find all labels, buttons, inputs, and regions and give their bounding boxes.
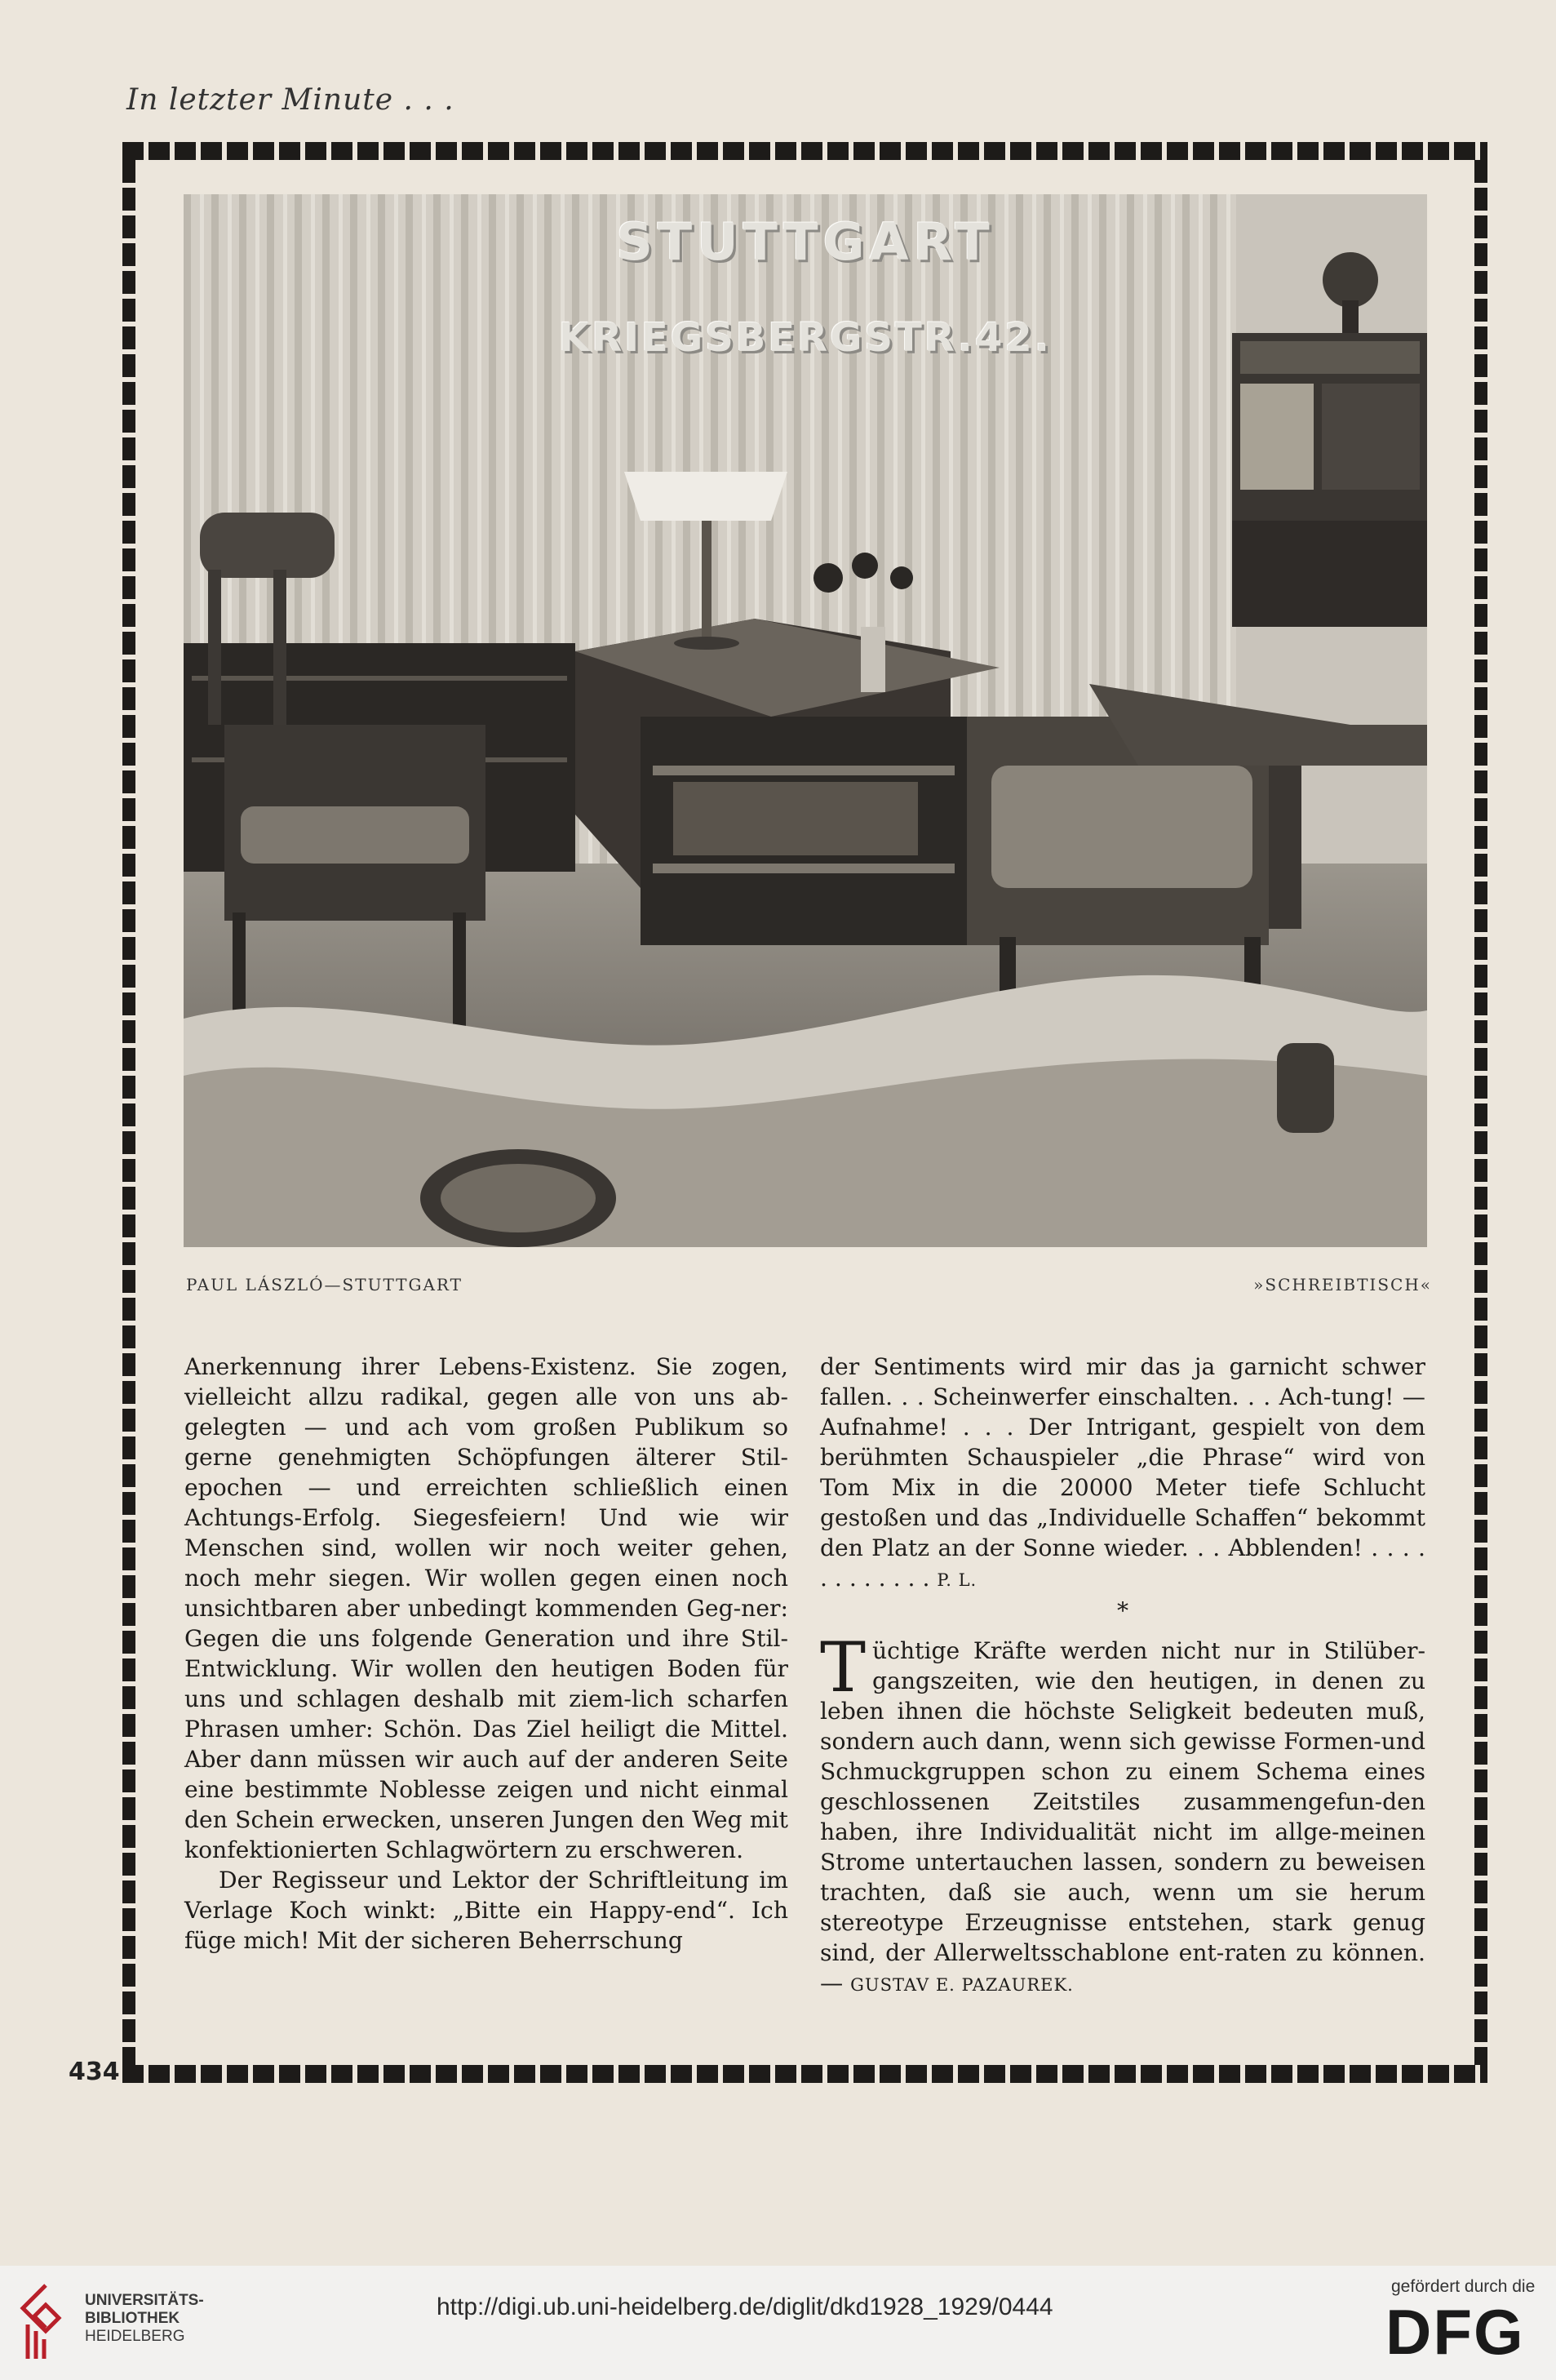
library-name-line: UNIVERSITÄTS- — [85, 2292, 204, 2309]
paragraph: Anerkennung ihrer Lebens-Existenz. Sie zogen, vielleicht allzu radikal, gegen alle von uns ab-gelegten — und ach vom großen Publikum so gerne genehmigten Schöpfungen älterer Stil-epochen — und erreichten schließlich einen Achtungs-Erfolg. Siegesfeiern! Und wie wir Menschen sind, wollen wir noch weiter gehen, noch mehr siegen. Wir wollen gegen einen noch unsichtbaren aber unbedingt kommenden Geg-ner: Gegen die uns folgende Generation und ihre Stil-Entwicklung. Wir wollen den heutigen Boden für uns und schlagen deshalb mit ziem-lich scharfen Phrasen umher: Schön. Das Ziel heiligt die Mittel. Aber dann müssen wir auch auf der anderen Seite eine bestimmte Noblesse zeigen und nicht einmal den Schein erwecken, unseren Jungen den Weg mit konfektionierten Schlagwörtern zu erschweren. — [184, 1353, 788, 1863]
text-column-right — [820, 1352, 1425, 2000]
viewer-footer — [0, 2266, 1556, 2380]
paragraph — [820, 1627, 1425, 2000]
author-signature: GUSTAV E. PAZAUREK. — [850, 1975, 1074, 1995]
permalink-url[interactable]: http://digi.ub.uni-heidelberg.de/diglit/dkd1928_1929/0444 — [437, 2293, 1053, 2320]
paragraph: Der Regisseur und Lektor der Schriftleitung im Verlage Koch winkt: „Bitte ein Happy-end“. Ich füge mich! Mit der sicheren Beherrschung — [184, 1867, 788, 1954]
library-logo-icon — [16, 2282, 75, 2364]
library-name-line: HEIDELBERG — [85, 2328, 185, 2345]
decorative-border-left — [122, 160, 135, 2065]
library-name-line: BIBLIOTHEK — [85, 2310, 180, 2327]
funder-label: gefördert durch die — [1391, 2277, 1536, 2296]
page-number: 434 — [69, 2058, 120, 2086]
interior-photograph — [184, 194, 1427, 1247]
section-separator: * — [1116, 1597, 1129, 1624]
drop-cap: T — [820, 1627, 867, 1707]
sign-text-city: STUTTGART — [616, 212, 995, 272]
photo-caption-title: »SCHREIBTISCH« — [1253, 1275, 1432, 1294]
decorative-border-bottom — [122, 2065, 1487, 2083]
decorative-border-top — [122, 142, 1487, 160]
author-initials: P. L. — [937, 1570, 977, 1590]
paragraph-text: der Sentiments wird mir das ja garnicht schwer fallen. . . Scheinwerfer einschalten. . . Ach-tung! — Aufnahme! . . . Der Intrigant, gespielt von dem berühmten Schauspieler „die Phrase“ wird von Tom Mix in die 20000 Meter tiefe Schlucht gestoßen und das „Individuelle Schaffen“ bekommt den Platz an der Sonne wieder. . . Abblenden! . . . . . . . . . . . . — [820, 1353, 1425, 1592]
decorative-border-right — [1474, 160, 1487, 2065]
paragraph-text: üchtige Kräfte werden nicht nur in Stilüber-gangszeiten, wie den heutigen, in denen zu leben ihnen die höchste Seligkeit bedeuten muß, sondern auch dann, wenn sich gewisse Formen-und Schmuckgruppen schon zu einem Schema eines geschlossenen Zeitstiles zusammengefun-den haben, ihre Individualität nicht im allge-meinen Strome untertauchen lassen, sondern zu beweisen trachten, daß sie auch, wenn um sie herum stereotype Erzeugnisse entstehen, stark genug sind, der Allerweltsschablone ent-raten zu können. — — [820, 1637, 1425, 1996]
paragraph — [820, 1352, 1425, 1596]
running-head: In letzter Minute . . . — [126, 83, 454, 117]
dfg-logo: DFG — [1385, 2296, 1525, 2368]
photo-caption-credit: PAUL LÁSZLÓ—STUTTGART — [186, 1275, 463, 1294]
sign-text-street: KRIEGSBERGSTR.42. — [559, 315, 1052, 361]
library-name — [85, 2292, 204, 2346]
text-column-left — [184, 1352, 788, 1956]
